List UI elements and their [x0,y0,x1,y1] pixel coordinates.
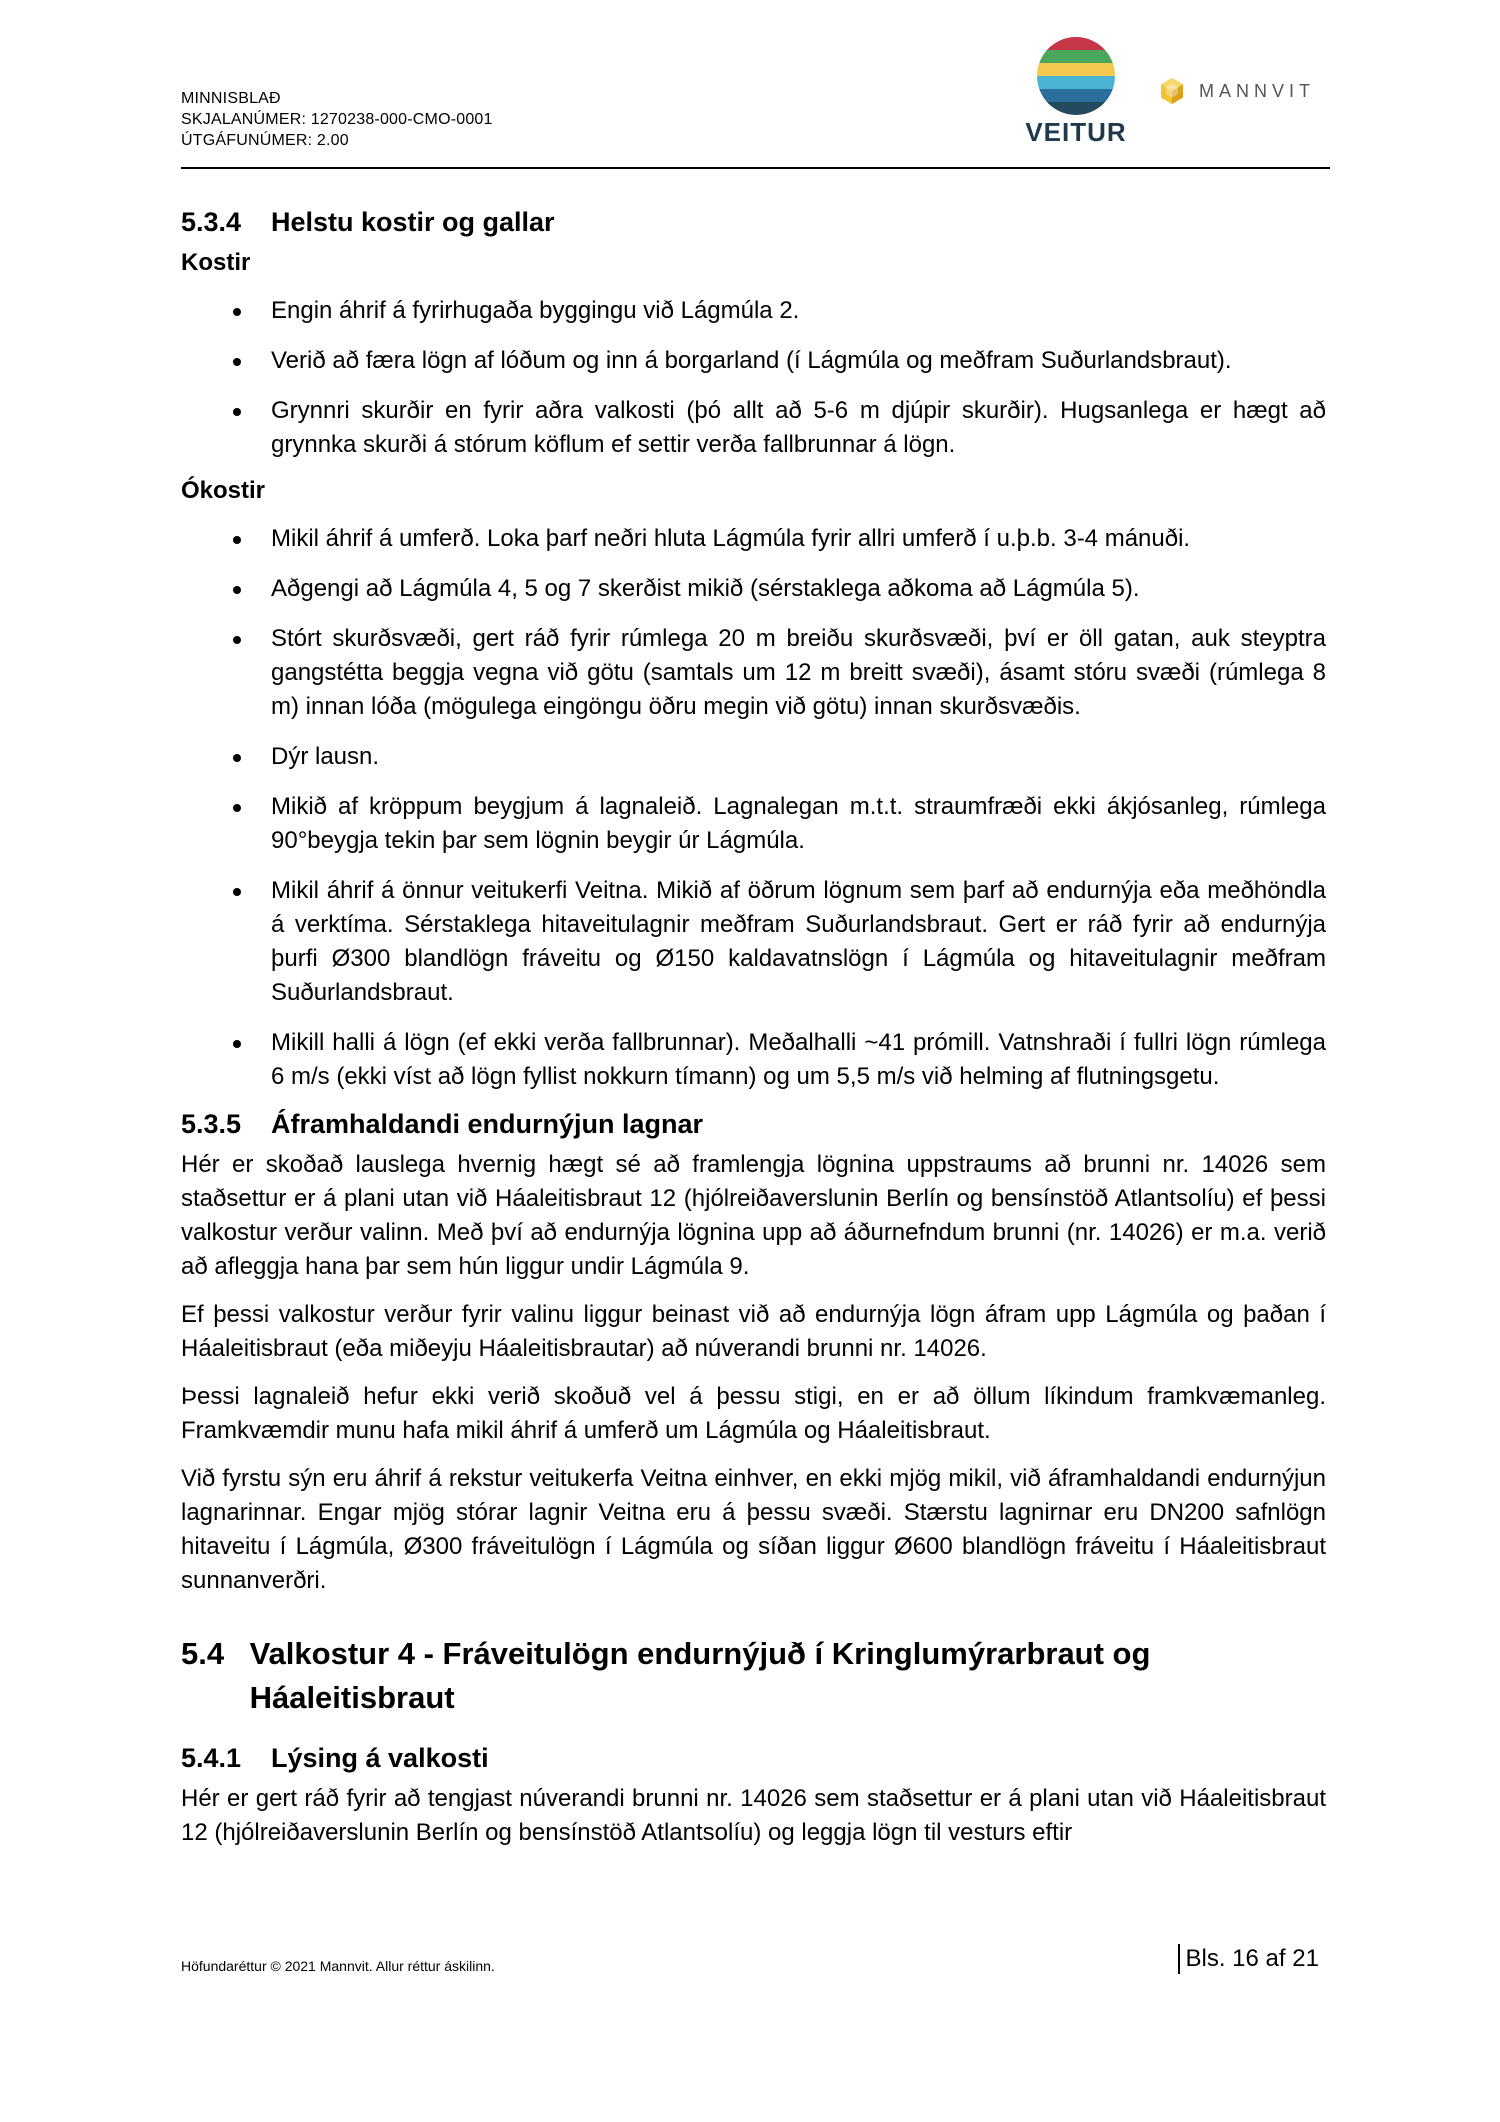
veitur-logo-mark [1037,37,1115,115]
veitur-wordmark: VEITUR [1025,117,1127,147]
footer-copyright: Höfundaréttur © 2021 Mannvit. Allur réttur áskilinn. [181,1958,495,1974]
footer-page-number [1178,1944,1319,1974]
document-header-meta [181,88,493,151]
list-item: Mikil áhrif á umferð. Loka þarf neðri hluta Lágmúla fyrir allri umferð í u.þ.b. 3-4 mánuði. [181,522,1326,556]
pros-label: Kostir [181,249,251,276]
list-item: Mikill halli á lögn (ef ekki verða fallbrunnar). Meðalhalli ~41 prómill. Vatnshraði í fullri lögn rúmlega 6 m/s (ekki víst að lögn fyllist nokkurn tímann) og um 5,5 m/s við helming af flutningsgetu. [181,1026,1326,1094]
mannvit-logo [1157,76,1315,106]
paragraph: Við fyrstu sýn eru áhrif á rekstur veitukerfa Veitna einhver, en ekki mjög mikil, við áframhaldandi endurnýjun lagnarinnar. Engar mjög stórar lagnir Veitna eru á þessu svæði. Stærstu lagnirnar eru DN200 safnlögn hitaveitu í Lágmúla, Ø300 fráveitulögn í Lágmúla og síðan liggur Ø600 blandlögn fráveitu í Háaleitisbraut sunnanverðri. [181,1465,1326,1594]
mannvit-wordmark: MANNVIT [1199,80,1315,101]
paragraph: Hér er skoðað lauslega hvernig hægt sé að framlengja lögnina uppstraums að brunni nr. 14026 sem staðsettur er á plani utan við Háaleitisbraut 12 (hjólreiðaverslunin Berlín og bensínstöð Atlantsolíu) ef þessi valkostur verður valinn. Með því að endurnýja lögnina upp að áðurnefndum brunni (nr. 14026) er m.a. verið að afleggja hana þar sem hún liggur undir Lágmúla 9. [181,1151,1326,1280]
page-number: Bls. 16 af 21 [1185,1945,1319,1972]
heading-5-4-1: 5.4.1 Lýsing á valkosti [181,1743,489,1773]
paragraph: Ef þessi valkostur verður fyrir valinu liggur beinast við að endurnýja lögn áfram upp Lágmúla og þaðan í Háaleitisbraut (eða miðeyju Háaleitisbrautar) að núverandi brunni nr. 14026. [181,1301,1326,1362]
mannvit-hexagon-icon [1157,76,1187,106]
heading-5-4: 5.4 Valkostur 4 - Fráveitulögn endurnýjuð í Kringlumýrarbraut og Háaleitisbraut [181,1636,1151,1715]
cons-label: Ókostir [181,477,266,504]
pros-list [181,294,1326,462]
list-item: Engin áhrif á fyrirhugaða byggingu við Lágmúla 2. [181,294,1326,328]
list-item: Mikil áhrif á önnur veitukerfi Veitna. Mikið af öðrum lögnum sem þarf að endurnýja eða meðhöndla á verktíma. Sérstaklega hitaveitulagnir meðfram Suðurlandsbraut. Gert er ráð fyrir að endurnýja þurfi Ø300 blandlögn fráveitu og Ø150 kaldavatnslögn í Lágmúla og hitaveitulagnir meðfram Suðurlandsbraut. [181,874,1326,1010]
veitur-logo [1022,37,1130,148]
list-item: Aðgengi að Lágmúla 4, 5 og 7 skerðist mikið (sérstaklega aðkoma að Lágmúla 5). [181,572,1326,606]
list-item: Stórt skurðsvæði, gert ráð fyrir rúmlega 20 m breiðu skurðsvæði, því er öll gatan, auk steyptra gangstétta beggja vegna við götu (samtals um 12 m breitt svæði), ásamt stóru svæði (rúmlega 8 m) innan lóða (mögulega eingöngu öðru megin við götu) innan skurðsvæðis. [181,622,1326,724]
document-body [181,200,1326,1850]
document-type: MINNISBLAÐ [181,90,281,107]
list-item: Mikið af kröppum beygjum á lagnaleið. Lagnalegan m.t.t. straumfræði ekki ákjósanleg, rúmlega 90°beygja tekin þar sem lögnin beygir úr Lágmúla. [181,790,1326,858]
cons-list [181,522,1326,1094]
list-item: Grynnri skurðir en fyrir aðra valkosti (þó allt að 5-6 m djúpir skurðir). Hugsanlega er hægt að grynnka skurði á stórum köflum ef settir verða fallbrunnar á lögn. [181,394,1326,462]
paragraph: Þessi lagnaleið hefur ekki verið skoðuð vel á þessu stigi, en er að öllum líkindum framkvæmanleg. Framkvæmdir munu hafa mikil áhrif á umferð um Lágmúla og Háaleitisbraut. [181,1383,1326,1444]
header-divider [181,167,1330,169]
heading-5-3-4: 5.3.4 Helstu kostir og gallar [181,207,555,237]
paragraph: Hér er gert ráð fyrir að tengjast núverandi brunni nr. 14026 sem staðsettur er á plani utan við Háaleitisbraut 12 (hjólreiðaverslunin Berlín og bensínstöð Atlantsolíu) og leggja lögn til vesturs eftir [181,1785,1326,1846]
version-number: ÚTGÁFUNÚMER: 2.00 [181,132,349,149]
heading-5-3-5: 5.3.5 Áframhaldandi endurnýjun lagnar [181,1109,704,1139]
project-number: SKJALANÚMER: 1270238-000-CMO-0001 [181,111,493,128]
list-item: Verið að færa lögn af lóðum og inn á borgarland (í Lágmúla og meðfram Suðurlandsbraut). [181,344,1326,378]
footer-divider [1178,1944,1180,1974]
list-item: Dýr lausn. [181,740,1326,774]
